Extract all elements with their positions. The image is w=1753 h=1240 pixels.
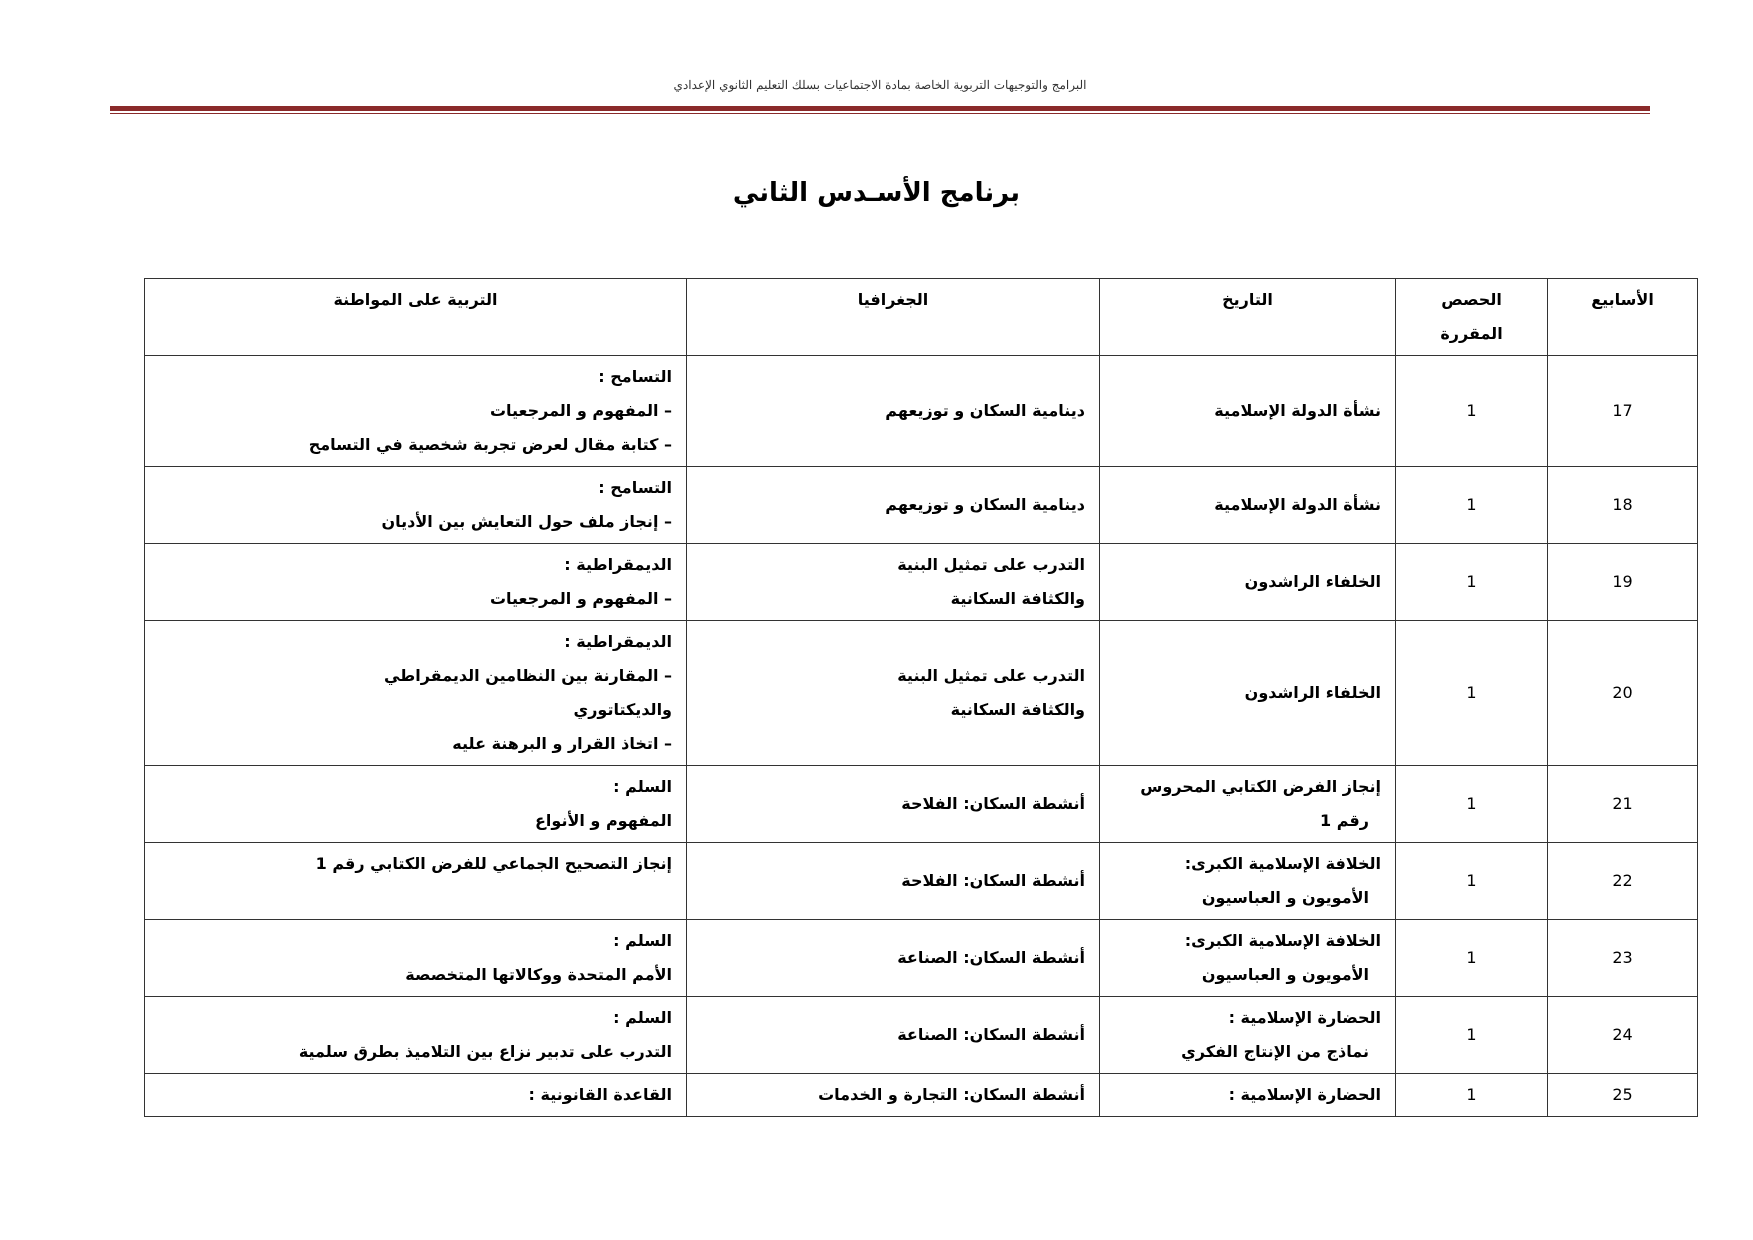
week-cell: 20 bbox=[1548, 621, 1698, 766]
sessions-cell: 1 bbox=[1396, 766, 1548, 843]
history-cell: الحضارة الإسلامية : نماذج من الإنتاج الفكري bbox=[1100, 997, 1396, 1074]
header-sessions: الحصص المقررة bbox=[1396, 279, 1548, 356]
sessions-cell: 1 bbox=[1396, 467, 1548, 544]
sessions-cell: 1 bbox=[1396, 544, 1548, 621]
week-cell: 17 bbox=[1548, 356, 1698, 467]
civics-cell: السلم : التدرب على تدبير نزاع بين التلاميذ بطرق سلمية bbox=[145, 997, 687, 1074]
header-rule-thick bbox=[110, 106, 1650, 111]
page-header: البرامج والتوجيهات التربوية الخاصة بمادة الاجتماعيات بسلك التعليم الثانوي الإعدادي bbox=[673, 78, 1087, 92]
table-row bbox=[145, 544, 1698, 621]
civics-cell: التسامح : – إنجاز ملف حول التعايش بين الأديان bbox=[145, 467, 687, 544]
header-weeks: الأسابيع bbox=[1548, 279, 1698, 356]
sessions-cell: 1 bbox=[1396, 997, 1548, 1074]
history-cell: الخلفاء الراشدون bbox=[1100, 544, 1396, 621]
header-history: التاريخ bbox=[1100, 279, 1396, 356]
civics-cell: الديمقراطية : – المفهوم و المرجعيات bbox=[145, 544, 687, 621]
sessions-cell: 1 bbox=[1396, 621, 1548, 766]
geography-cell: أنشطة السكان: الفلاحة bbox=[687, 843, 1100, 920]
civics-cell: السلم : المفهوم و الأنواع bbox=[145, 766, 687, 843]
table-row bbox=[145, 997, 1698, 1074]
history-cell: الخلفاء الراشدون bbox=[1100, 621, 1396, 766]
week-cell: 21 bbox=[1548, 766, 1698, 843]
civics-cell: إنجاز التصحيح الجماعي للفرض الكتابي رقم 1 bbox=[145, 843, 687, 920]
history-cell: إنجاز الفرض الكتابي المحروس رقم 1 bbox=[1100, 766, 1396, 843]
history-cell: نشأة الدولة الإسلامية bbox=[1100, 467, 1396, 544]
sessions-cell: 1 bbox=[1396, 356, 1548, 467]
sessions-cell: 1 bbox=[1396, 920, 1548, 997]
week-cell: 22 bbox=[1548, 843, 1698, 920]
civics-cell: الديمقراطية : – المقارنة بين النظامين الديمقراطي والديكتاتوري – اتخاذ القرار و البرهنة عليه bbox=[145, 621, 687, 766]
history-cell: نشأة الدولة الإسلامية bbox=[1100, 356, 1396, 467]
header-rule-thin bbox=[110, 113, 1650, 114]
civics-cell: التسامح : – المفهوم و المرجعيات – كتابة مقال لعرض تجربة شخصية في التسامح bbox=[145, 356, 687, 467]
header-civics: التربية على المواطنة bbox=[145, 279, 687, 356]
geography-cell: أنشطة السكان: الصناعة bbox=[687, 920, 1100, 997]
geography-cell: دينامية السكان و توزيعهم bbox=[687, 356, 1100, 467]
sessions-cell: 1 bbox=[1396, 843, 1548, 920]
history-cell: الحضارة الإسلامية : bbox=[1100, 1074, 1396, 1117]
table-row bbox=[145, 920, 1698, 997]
geography-cell: أنشطة السكان: الفلاحة bbox=[687, 766, 1100, 843]
table-row bbox=[145, 766, 1698, 843]
table-row bbox=[145, 621, 1698, 766]
table-row bbox=[145, 843, 1698, 920]
geography-cell: أنشطة السكان: الصناعة bbox=[687, 997, 1100, 1074]
civics-cell: السلم : الأمم المتحدة ووكالاتها المتخصصة bbox=[145, 920, 687, 997]
geography-cell: دينامية السكان و توزيعهم bbox=[687, 467, 1100, 544]
geography-cell: التدرب على تمثيل البنية والكثافة السكانية bbox=[687, 621, 1100, 766]
week-cell: 18 bbox=[1548, 467, 1698, 544]
week-cell: 19 bbox=[1548, 544, 1698, 621]
civics-cell: القاعدة القانونية : bbox=[145, 1074, 687, 1117]
week-cell: 25 bbox=[1548, 1074, 1698, 1117]
table-header-row bbox=[145, 279, 1698, 356]
page-title: برنامج الأسـدس الثاني bbox=[732, 178, 1021, 208]
sessions-cell: 1 bbox=[1396, 1074, 1548, 1117]
geography-cell: أنشطة السكان: التجارة و الخدمات bbox=[687, 1074, 1100, 1117]
history-cell: الخلافة الإسلامية الكبرى: الأمويون و العباسيون bbox=[1100, 920, 1396, 997]
history-cell: الخلافة الإسلامية الكبرى: الأمويون و العباسيون bbox=[1100, 843, 1396, 920]
table-row bbox=[145, 467, 1698, 544]
program-table bbox=[144, 278, 1698, 1117]
header-geography: الجغرافيا bbox=[687, 279, 1100, 356]
week-cell: 23 bbox=[1548, 920, 1698, 997]
table-row bbox=[145, 356, 1698, 467]
week-cell: 24 bbox=[1548, 997, 1698, 1074]
geography-cell: التدرب على تمثيل البنية والكثافة السكانية bbox=[687, 544, 1100, 621]
table-row bbox=[145, 1074, 1698, 1117]
